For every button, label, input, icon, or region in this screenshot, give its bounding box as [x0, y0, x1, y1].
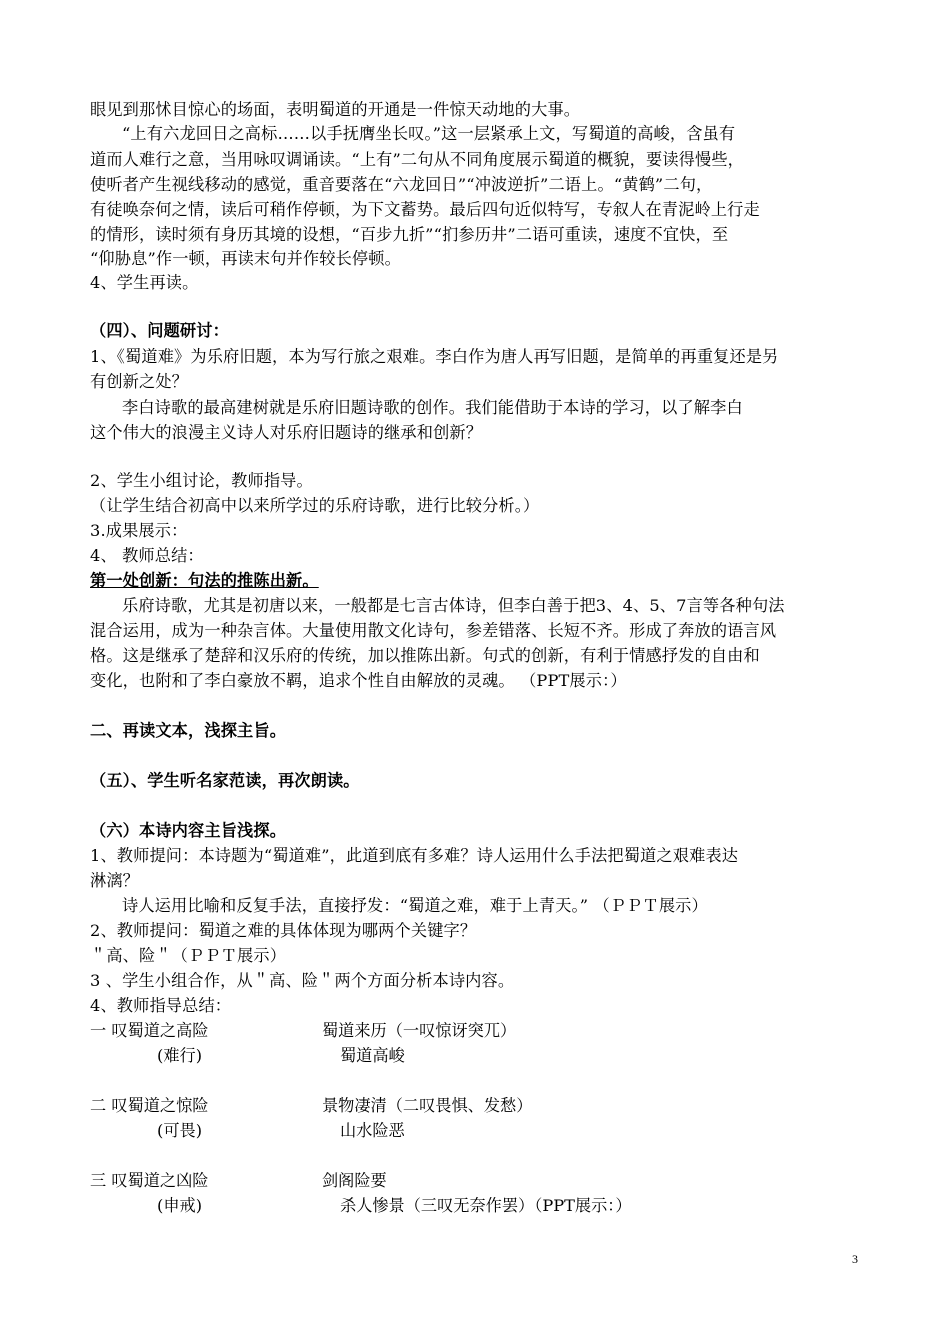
outline-item-2-title: 二 叹蜀道之惊险 [90, 1096, 209, 1115]
paragraph-line: 眼见到那怵目惊心的场面，表明蜀道的开通是一件惊天动地的大事。 [90, 100, 581, 119]
section-heading: （五）、学生听名家范读，再次朗读。 [90, 771, 360, 790]
paragraph-line: 1、教师提问：本诗题为“蜀道难”，此道到底有多难？诗人运用什么手法把蜀道之艰难表达 [90, 846, 739, 865]
paragraph-line: 淋漓？ [90, 871, 140, 890]
paragraph-line: 有徒唤奈何之情，读后可稍作停顿，为下文蓄势。最后四句近似特写，专叙人在青泥岭上行走 [90, 200, 760, 219]
outline-item-2-sub: (可畏) [157, 1121, 203, 1140]
paragraph-line: 1、《蜀道难》为乐府旧题，本为写行旅之艰难。李白作为唐人再写旧题，是简单的再重复还是另 [90, 347, 779, 366]
paragraph-line: （让学生结合初高中以来所学过的乐府诗歌，进行比较分析。） [90, 496, 540, 515]
page-number: 3 [852, 1252, 858, 1266]
paragraph-line: 格。这是继承了楚辞和汉乐府的传统，加以推陈出新。句式的创新，有利于情感抒发的自由和 [90, 646, 760, 665]
paragraph-line: 有创新之处？ [90, 372, 189, 391]
paragraph-line: 乐府诗歌，尤其是初唐以来，一般都是七言古体诗，但李白善于把3、4、5、7言等各种句法 [122, 596, 785, 615]
paragraph-line: “上有六龙回日之高标……以手抚膺坐长叹。”这一层紧承上文，写蜀道的高峻，含虽有 [122, 124, 736, 143]
innovation-title: 第一处创新：句法的推陈出新。 [90, 571, 319, 590]
outline-item-2-point-2: 山水险恶 [340, 1121, 405, 1140]
paragraph-line: 的情形，读时须有身历其境的设想，“百步九折”“扪参历井”二语可重读，速度不宜快，至 [90, 225, 729, 244]
outline-item-1-title: 一 叹蜀道之高险 [90, 1021, 209, 1040]
paragraph-line: 2、学生小组讨论，教师指导。 [90, 471, 313, 490]
paragraph-line: 变化，也附和了李白豪放不羁，追求个性自由解放的灵魂。 （PPT展示：） [90, 671, 627, 690]
section-heading: （四）、问题研讨： [90, 321, 229, 340]
outline-item-1-sub: (难行) [157, 1046, 203, 1065]
paragraph-line: 3.成果展示： [90, 521, 188, 540]
outline-item-1-point-1: 蜀道来历（一叹惊讶突兀） [322, 1021, 517, 1040]
paragraph-line: 4、 教师总结： [90, 546, 204, 565]
outline-item-2-point-1: 景物凄清（二叹畏惧、发愁） [322, 1096, 533, 1115]
paragraph-line: “仰胁息”作一顿，再读末句并作较长停顿。 [90, 249, 401, 268]
paragraph-line: 李白诗歌的最高建树就是乐府旧题诗歌的创作。我们能借助于本诗的学习，以了解李白 [122, 398, 743, 417]
paragraph-line: 4、学生再读。 [90, 273, 199, 292]
paragraph-line: 诗人运用比喻和反复手法，直接抒发：“蜀道之难，难于上青天。” （ＰＰＴ展示） [122, 896, 708, 915]
paragraph-line: 4、教师指导总结： [90, 996, 232, 1015]
outline-item-1-point-2: 蜀道高峻 [340, 1046, 405, 1065]
section-heading: 二、再读文本，浅探主旨。 [90, 721, 287, 740]
outline-item-3-point-2: 杀人惨景（三叹无奈作罢）（PPT展示：） [340, 1196, 632, 1215]
outline-item-3-sub: (申戒) [157, 1196, 203, 1215]
paragraph-line: 这个伟大的浪漫主义诗人对乐府旧题诗的继承和创新？ [90, 423, 483, 442]
paragraph-line: ＂高、险＂（ＰＰＴ展示） [90, 946, 287, 965]
outline-item-3-point-1: 剑阁险要 [322, 1171, 387, 1190]
paragraph-line: 道而人难行之意，当用咏叹调诵读。“上有”二句从不同角度展示蜀道的概貌，要读得慢些， [90, 150, 745, 169]
paragraph-line: 3 、学生小组合作，从＂高、险＂两个方面分析本诗内容。 [90, 971, 515, 990]
paragraph-line: 2、教师提问：蜀道之难的具体体现为哪两个关键字？ [90, 921, 477, 940]
outline-item-3-title: 三 叹蜀道之凶险 [90, 1171, 209, 1190]
section-heading: （六）本诗内容主旨浅探。 [90, 821, 287, 840]
paragraph-line: 使听者产生视线移动的感觉，重音要落在“六龙回日”“冲波逆折”二语上。“黄鹤”二句， [90, 175, 713, 194]
paragraph-line: 混合运用，成为一种杂言体。大量使用散文化诗句，参差错落、长短不齐。形成了奔放的语言风 [90, 621, 777, 640]
